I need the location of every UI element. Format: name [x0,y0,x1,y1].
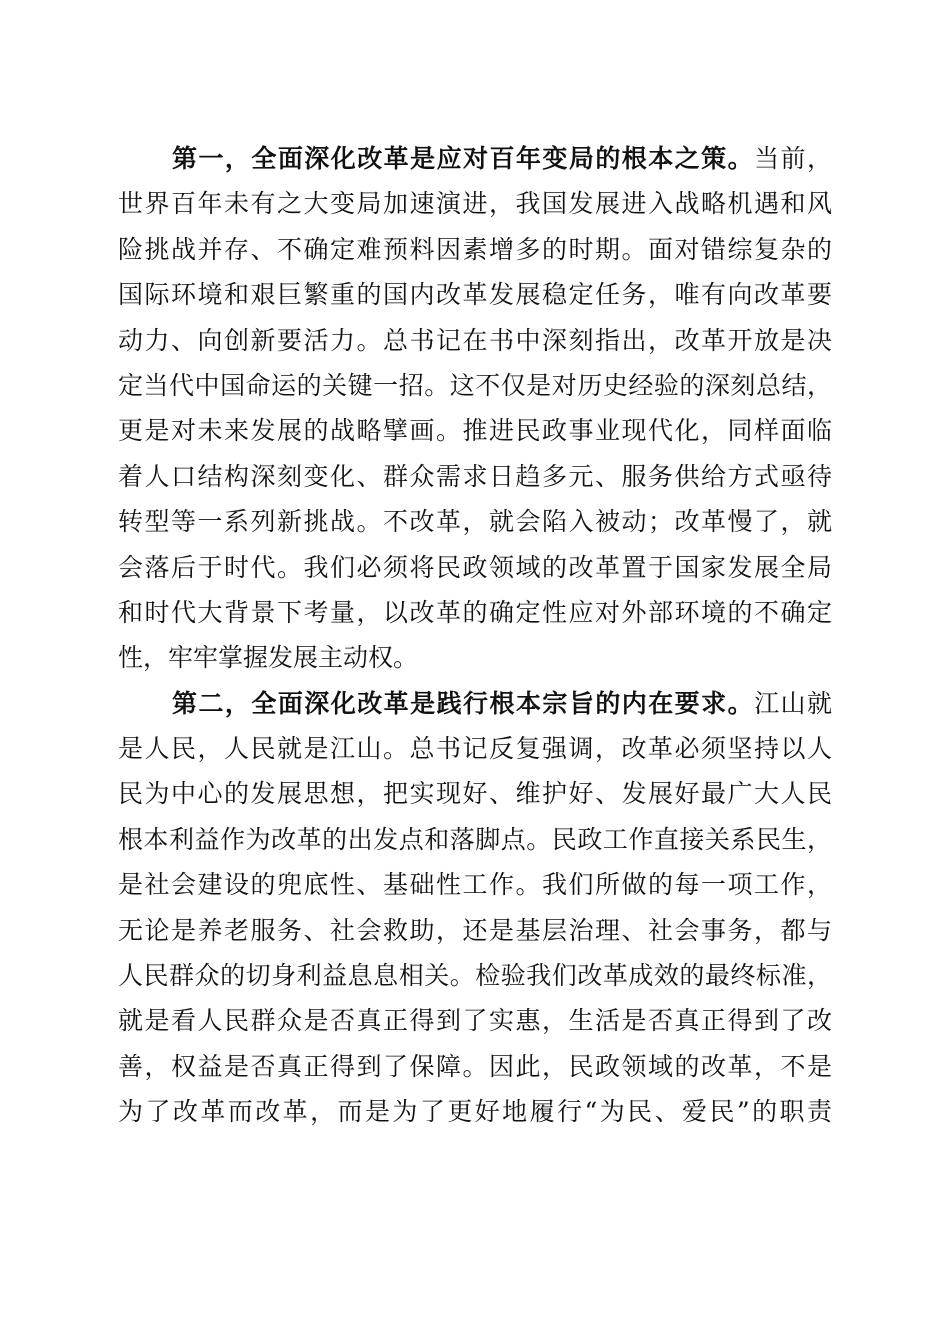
paragraph-line: 无论是养老服务、社会救助，还是基层治理、社会事务，都与 [118,915,832,945]
paragraph-line: 就是看人民群众是否真正得到了实惠，生活是否真正得到了改 [118,1006,832,1036]
paragraph-lead: 第二，全面深化改革是践行根本宗旨的内在要求。 [172,688,755,718]
paragraph-2 [118,681,832,1135]
paragraph-line: 为了改革而改革，而是为了更好地履行“为民、爱民”的职责 [118,1097,832,1127]
paragraph-line: 是社会建设的兜底性、基础性工作。我们所做的每一项工作， [118,870,832,900]
paragraph-line: 第一，全面深化改革是应对百年变局的根本之策。当前， [172,144,832,173]
paragraph-line: 世界百年未有之大变局加速演进，我国发展进入战略机遇和风 [118,189,832,219]
document-body [118,136,832,1135]
paragraph-line: 更是对未来发展的战略擘画。推进民政事业现代化，同样面临 [118,416,832,446]
paragraph-line: 人民群众的切身利益息息相关。检验我们改革成效的最终标准， [118,961,832,991]
paragraph-lead: 第一，全面深化改革是应对百年变局的根本之策。 [172,144,755,173]
paragraph-line: 性，牢牢掌握发展主动权。 [118,643,419,673]
paragraph-line: 善，权益是否真正得到了保障。因此，民政领域的改革，不是 [118,1051,832,1081]
paragraph-line: 险挑战并存、不确定难预料因素增多的时期。面对错综复杂的 [118,234,832,264]
paragraph-1 [118,136,832,681]
paragraph-line: 和时代大背景下考量，以改革的确定性应对外部环境的不确定 [118,597,832,627]
paragraph-line: 根本利益作为改革的出发点和落脚点。民政工作直接关系民生， [118,824,832,854]
paragraph-line: 是人民，人民就是江山。总书记反复强调，改革必须坚持以人 [118,734,832,764]
paragraph-line: 会落后于时代。我们必须将民政领域的改革置于国家发展全局 [118,552,832,582]
paragraph-line: 定当代中国命运的关键一招。这不仅是对历史经验的深刻总结， [118,370,832,400]
paragraph-line: 动力、向创新要活力。总书记在书中深刻指出，改革开放是决 [118,325,832,355]
paragraph-line: 着人口结构深刻变化、群众需求日趋多元、服务供给方式亟待 [118,461,832,491]
paragraph-line: 第二，全面深化改革是践行根本宗旨的内在要求。江山就 [172,688,832,718]
paragraph-line: 民为中心的发展思想，把实现好、维护好、发展好最广大人民 [118,779,832,809]
paragraph-line: 国际环境和艰巨繁重的国内改革发展稳定任务，唯有向改革要 [118,280,832,310]
paragraph-line: 转型等一系列新挑战。不改革，就会陷入被动；改革慢了，就 [118,507,832,537]
